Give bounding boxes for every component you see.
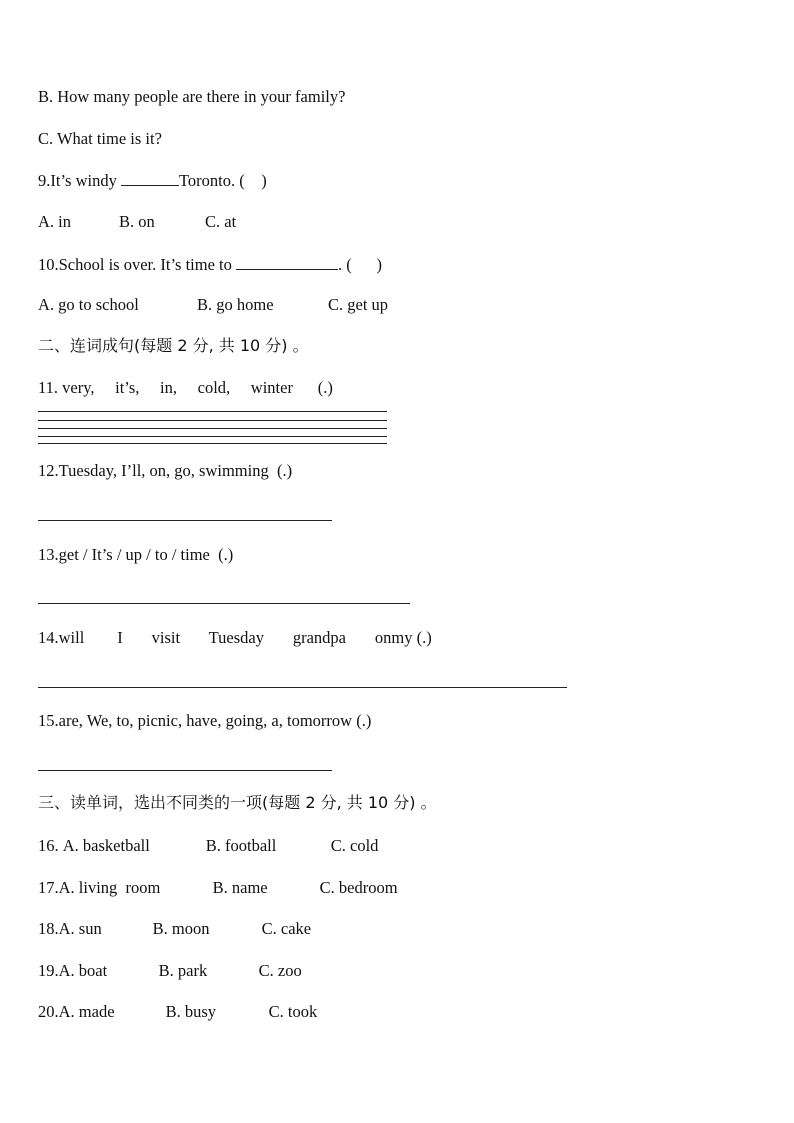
q18-option-b: B. moon (152, 919, 210, 938)
q19-option-c: C. zoo (258, 961, 302, 980)
question-16 (38, 836, 378, 856)
q10-option-c: C. get up (328, 295, 389, 314)
q16-option-a: A. basketball (62, 836, 150, 855)
q10-blank[interactable] (236, 254, 338, 270)
q9-option-c: C. at (205, 212, 237, 231)
q16-option-c: C. cold (330, 836, 379, 855)
q19-option-a: A. boat (58, 961, 108, 980)
q11-answer-line-3[interactable] (38, 428, 387, 429)
q20-option-c: C. took (268, 1002, 318, 1021)
q11-answer-line-1[interactable] (38, 411, 387, 412)
question-14: 14.will I visit Tuesday grandpa onmy (.) (38, 628, 432, 647)
q10-suffix: . ( ) (338, 255, 382, 274)
question-12: 12.Tuesday, I’ll, on, go, swimming (.) (38, 461, 293, 480)
question-19 (38, 961, 302, 981)
q13-answer-line[interactable] (38, 603, 410, 604)
q9-options (38, 212, 236, 232)
q17-option-b: B. name (212, 878, 268, 897)
q11-answer-line-4[interactable] (38, 436, 387, 437)
q9-blank[interactable] (121, 170, 179, 186)
q10-options (38, 295, 388, 315)
q8-option-c: C. What time is it? (38, 129, 162, 148)
question-18 (38, 919, 311, 939)
q18-number: 18. (38, 919, 59, 938)
q16-number: 16. (38, 836, 63, 855)
q9-prefix: 9.It’s windy (38, 171, 117, 190)
q20-option-b: B. busy (165, 1002, 217, 1021)
question-11: 11. very, it’s, in, cold, winter (.) (38, 378, 333, 397)
q10-option-b: B. go home (197, 295, 274, 314)
q10-option-a: A. go to school (38, 295, 139, 314)
q14-answer-line[interactable] (38, 687, 567, 688)
question-17 (38, 878, 398, 898)
q20-number: 20. (38, 1002, 59, 1021)
q20-option-a: A. made (58, 1002, 115, 1021)
question-13: 13.get / It’s / up / to / time (.) (38, 545, 234, 564)
q17-option-a: A. living room (58, 878, 161, 897)
q9-suffix: Toronto. ( ) (178, 171, 267, 190)
q19-option-b: B. park (158, 961, 208, 980)
question-10 (38, 254, 382, 275)
q11-answer-line-2[interactable] (38, 420, 387, 421)
q17-option-c: C. bedroom (319, 878, 398, 897)
q9-option-a: A. in (38, 212, 71, 231)
q8-option-b: B. How many people are there in your family? (38, 87, 346, 106)
q11-answer-line-5[interactable] (38, 443, 387, 444)
q17-number: 17. (38, 878, 59, 897)
question-9 (38, 170, 267, 191)
q12-answer-line[interactable] (38, 520, 332, 521)
q9-option-b: B. on (119, 212, 155, 231)
section-3-heading: 三、读单词，选出不同类的一项(每题 2 分, 共 10 分) 。 (38, 793, 437, 812)
q19-number: 19. (38, 961, 59, 980)
question-15: 15.are, We, to, picnic, have, going, a, tomorrow (.) (38, 711, 372, 730)
question-20 (38, 1002, 317, 1022)
q18-option-c: C. cake (261, 919, 312, 938)
q10-prefix: 10.School is over. It’s time to (38, 255, 232, 274)
q16-option-b: B. football (205, 836, 277, 855)
section-2-heading: 二、连词成句(每题 2 分, 共 10 分) 。 (38, 336, 309, 355)
q18-option-a: A. sun (58, 919, 102, 938)
q15-answer-line[interactable] (38, 770, 332, 771)
